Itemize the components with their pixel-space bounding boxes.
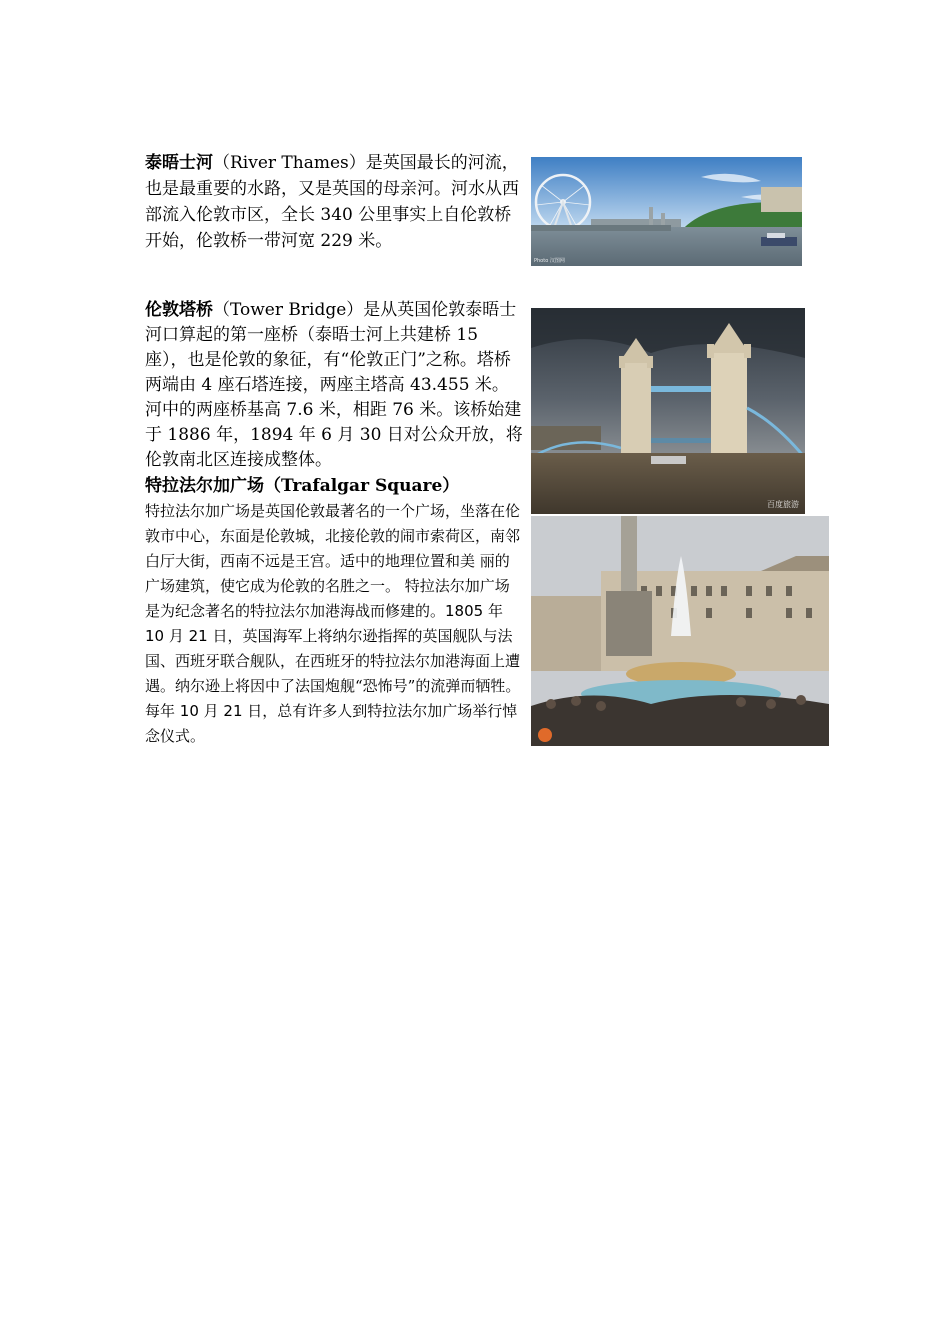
trafalgar-month-10-b: 10 bbox=[179, 702, 199, 720]
trafalgar-month-10: 10 bbox=[145, 627, 165, 645]
trafalgar-day-21: 21 bbox=[188, 627, 208, 645]
tower-bridge-title: 伦敦塔桥 bbox=[145, 300, 213, 320]
thames-title-en: （River Thames） bbox=[213, 153, 366, 173]
trafalgar-sep-month: 月 bbox=[164, 627, 189, 645]
thames-photo bbox=[531, 157, 802, 266]
thames-paragraph bbox=[145, 150, 523, 254]
tower-bridge-paragraph bbox=[145, 298, 523, 473]
trafalgar-day-21-b: 21 bbox=[223, 702, 243, 720]
trafalgar-photo bbox=[531, 516, 829, 746]
trafalgar-year-1805: 1805 bbox=[445, 602, 484, 620]
thames-text: 是英国最长的河流，也是最重要的水路，又是英国的母亲河。河水从西部流入伦敦市区，全长 340 公里事实上自伦敦桥开始，伦敦桥一带河宽 229 米。 bbox=[145, 153, 519, 251]
trafalgar-text-c: 日，总有许多人到特拉法尔加广场举行悼念仪式。 bbox=[145, 702, 518, 745]
thames-photo-caption: Photo 汉图网 bbox=[534, 258, 565, 264]
trafalgar-text-a: 特拉法尔加广场是英国伦敦最著名的一个广场，坐落在伦敦市中心，东面是伦敦城，北接伦敦的闹市索荷区，南邻白厅大街，西南不远是王宫。适中的地理位置和美 丽的广场建筑，使它成为伦敦的名胜之一。 特拉法尔加广场是为纪念著名的特拉法尔加港海战而修建的。 bbox=[145, 502, 521, 620]
tower-bridge-photo-watermark: 百度旅游 bbox=[767, 500, 799, 509]
trafalgar-heading: 特拉法尔加广场（Trafalgar Square） bbox=[145, 476, 460, 496]
trafalgar-text-b: 日，英国海军上将纳尔逊指挥的英国舰队与法国、西班牙联合舰队，在西班牙的特拉法尔加港海面上遭遇。纳尔逊上将因中了法国炮舰“恐怖号”的流弹而牺牲。每年 bbox=[145, 627, 521, 720]
trafalgar-sep-year: 年 bbox=[483, 602, 503, 620]
trafalgar-paragraph bbox=[145, 499, 523, 749]
tower-bridge-text: 是从英国伦敦泰晤士河口算起的第一座桥（泰晤士河上共建桥 15 座），也是伦敦的象征，有“伦敦正门”之称。塔桥两端由 4 座石塔连接，两座主塔高 43.455 米。河中的两座桥基高 7.6 米，相距 76 米。该桥始建于 1886 年，1894 年 6 月 30 日对公众开放，将伦敦南北区连接成整体。 bbox=[145, 300, 523, 470]
thames-title: 泰晤士河 bbox=[145, 153, 213, 173]
tower-bridge-title-en: （Tower Bridge） bbox=[213, 300, 364, 320]
trafalgar-sep-month-b: 月 bbox=[198, 702, 224, 720]
tower-bridge-photo bbox=[531, 308, 805, 514]
